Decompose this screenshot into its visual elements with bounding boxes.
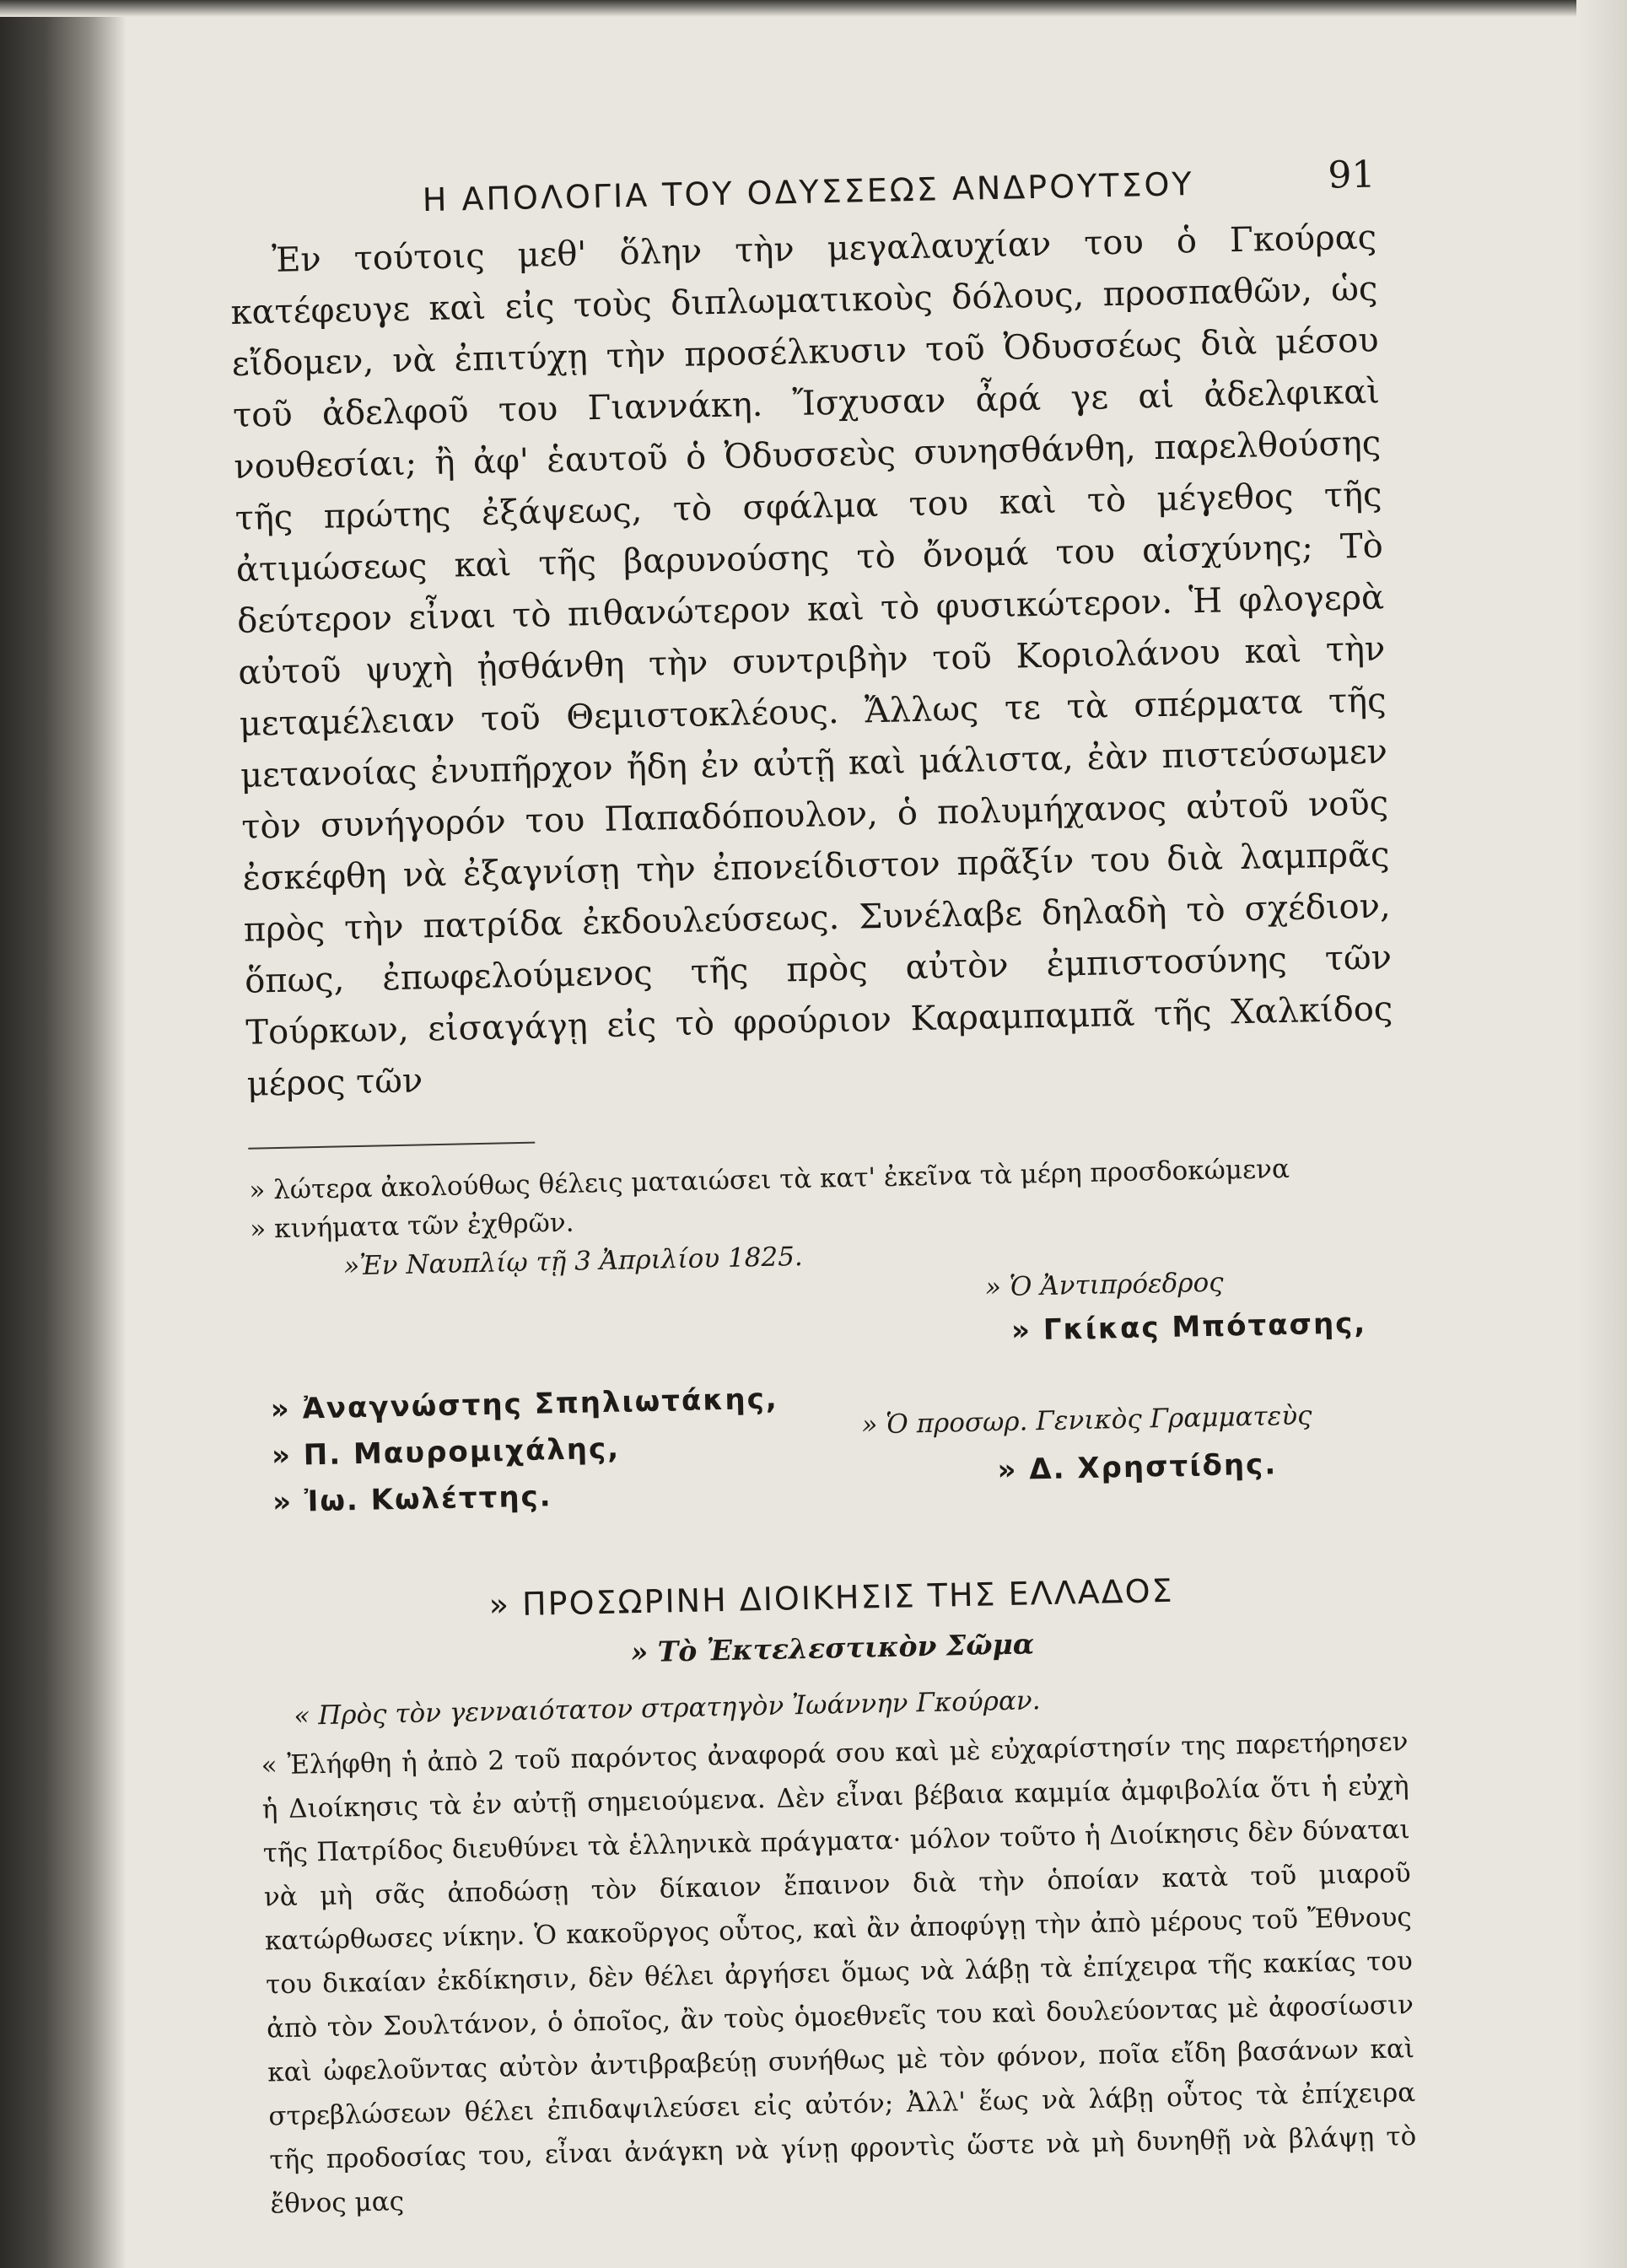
vice-president-title: » Ὁ Ἀντιπρόεδρος [984,1267,1224,1303]
signatory-spiliotakis: » Ἀναγνώστης Σπηλιωτάκης, [270,1382,779,1427]
secretary-title: » Ὁ προσωρ. Γενικὸς Γραμματεὺς [860,1400,1312,1441]
letter-address: « Πρὸς τὸν γενναιότατον στρατηγὸν Ἰωάννην Γκούραν. [294,1685,1041,1732]
book-page [228,145,1418,2227]
scan-right-edge [1576,0,1627,2268]
footnote-line-2: » κινήματα τῶν ἐχθρῶν. [249,1207,574,1245]
letter-body: « Ἐλήφθη ἡ ἀπὸ 2 τοῦ παρόντος ἀναφορά σου καὶ μὲ εὐχαρίστησίν της παρετήρησεν ἡ Διοίκησις τὰ ἐν αὐτῇ σημειούμενα. Δὲν εἶναι βέβαια καμμία ἀμφιβολία ὅτι ἡ εὐχὴ τῆς Πατρίδος διευθύνει τὰ ἑλληνικὰ πράγματα· μόλον τοῦτο ἡ Διοίκησις δὲν δύναται νὰ μὴ σᾶς ἀποδώσῃ τὸν δίκαιον ἔπαινον διὰ τὴν ὁποίαν κατὰ τοῦ μιαροῦ κατώρθωσες νίκην. Ὁ κακοῦργος οὗτος, καὶ ἂν ἀποφύγῃ τὴν ἀπὸ μέρους τοῦ Ἔθνους του δικαίαν ἐκδίκησιν, δὲν θέλει ἀργήσει ὅμως νὰ λάβῃ τὰ ἐπίχειρα τῆς κακίας του ἀπὸ τὸν Σουλτάνον, ὁ ὁποῖος, ἂν τοὺς ὁμοεθνεῖς του καὶ δουλεύοντας μὲ ἀφοσίωσιν καὶ ὠφελοῦντας αὐτὸν ἀντιβραβεύῃ συνήθως μὲ τὸν φόνον, ποῖα εἴδη βασάνων καὶ στρεβλώσεων θέλει ἐπιδαψιλεύσει εἰς αὐτόν; Ἀλλ' ἕως νὰ λάβῃ οὗτος τὰ ἐπίχειρα τῆς προδοσίας του, εἶναι ἀνάγκη νὰ γίνῃ φροντὶς ὥστε νὰ μὴ δυνηθῇ νὰ βλάψῃ τὸ ἔθνος μας [261,1727,1417,2220]
running-title: Η ΑΠΟΛΟΓΙΑ ΤΟΥ ΟΔΥΣΣΕΩΣ ΑΝΔΡΟΥΤΣΟΥ [422,165,1195,219]
binding-shadow [0,0,127,2268]
footnote-rule [248,1142,535,1150]
document-subheading: » Τὸ Ἐκτελεστικὸν Σῶμα [630,1627,1035,1669]
secretary-name: » Δ. Χρηστίδης. [997,1447,1278,1488]
scan-top-edge [0,0,1627,17]
signature-block [251,1263,1404,1565]
footnote-line-1: » λώτερα ἀκολούθως θέλεις ματαιώσει τὰ κατ' ἐκεῖνα τὰ μέρη προσδοκώμενα [249,1153,1290,1206]
body-paragraph-text: Ἐν τούτοις μεθ' ὅλην τὴν μεγαλαυχίαν του ὁ Γκούρας κατέφευγε καὶ εἰς τοὺς διπλωματικοὺς δόλους, προσπαθῶν, ὡς εἴδομεν, νὰ ἐπιτύχῃ τὴν προσέλκυσιν τοῦ Ὀδυσσέως διὰ μέσου τοῦ ἀδελφοῦ του Γιαννάκη. Ἴσχυσαν ἆρά γε αἱ ἀδελφικαὶ νουθεσίαι; ἢ ἀφ' ἑαυτοῦ ὁ Ὀδυσσεὺς συνησθάνθη, παρελθούσης τῆς πρώτης ἐξάψεως, τὸ σφάλμα του καὶ τὸ μέγεθος τῆς ἀτιμώσεως καὶ τῆς βαρυνούσης τὸ ὄνομά του αἰσχύνης; Τὸ δεύτερον εἶναι τὸ πιθανώτερον καὶ τὸ φυσικώτερον. Ἡ φλογερὰ αὐτοῦ ψυχὴ ᾐσθάνθη τὴν συντριβὴν τοῦ Κοριολάνου καὶ τὴν μεταμέλειαν τοῦ Θεμιστοκλέους. Ἄλλως τε τὰ σπέρματα τῆς μετανοίας ἐνυπῆρχον ἤδη ἐν αὐτῇ καὶ μάλιστα, ἐὰν πιστεύσωμεν τὸν συνήγορόν του Παπαδόπουλον, ὁ πολυμήχανος αὐτοῦ νοῦς ἐσκέφθη νὰ ἐξαγνίσῃ τὴν ἐπονείδιστον πρᾶξίν του διὰ λαμπρᾶς πρὸς τὴν πατρίδα ἐκδουλεύσεως. Συνέλαβε δηλαδὴ τὸ σχέδιον, ὅπως, ἐπωφελούμενος τῆς πρὸς αὐτὸν ἐμπιστοσύνης τῶν Τούρκων, εἰσαγάγῃ εἰς τὸ φρούριον Καραμπαμπᾶ τῆς Χαλκίδος μέρος τῶν [230,218,1393,1104]
vice-president-name: » Γκίκας Μπότασης, [1010,1306,1367,1348]
signatory-kolettis: » Ἰω. Κωλέττης. [272,1479,553,1520]
place-date: »Ἐν Ναυπλίῳ τῇ 3 Ἀπριλίου 1825. [342,1242,804,1282]
signatory-mavromichalis: » Π. Μαυρομιχάλης, [271,1431,621,1473]
page-number: 91 [1327,153,1376,197]
document-heading: » ΠΡΟΣΩΡΙΝΗ ΔΙΟΙΚΗΣΙΣ ΤΗΣ ΕΛΛΑΔΟΣ [488,1571,1174,1624]
body-paragraph [229,213,1394,1111]
